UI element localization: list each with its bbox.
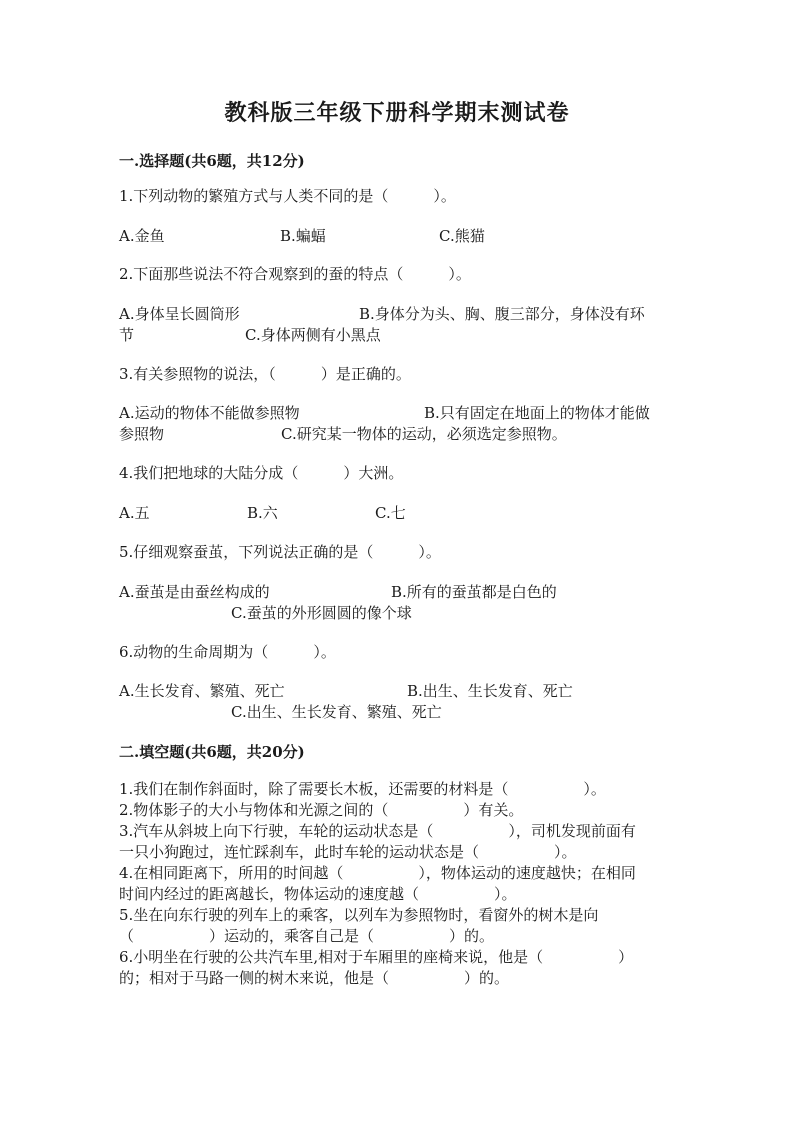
- question-6-option-a: A.生长发育、繁殖、死亡: [119, 682, 285, 700]
- question-3-option-b-wrap: 参照物: [119, 425, 165, 443]
- question-6-option-b: B.出生、生长发育、死亡: [407, 682, 573, 700]
- question-5-option-c: C.蚕茧的外形圆圆的像个球: [231, 604, 412, 622]
- question-5-option-a: A.蚕茧是由蚕丝构成的: [119, 583, 270, 601]
- question-1-stem: 1.下列动物的繁殖方式与人类不同的是（ ）。: [119, 187, 456, 205]
- page-title: 教科版三年级下册科学期末测试卷: [224, 100, 570, 126]
- question-4-option-c: C.七: [375, 504, 406, 522]
- question-5-stem: 5.仔细观察蚕茧，下列说法正确的是（ ）。: [119, 543, 441, 561]
- fill-line: 的；相对于马路一侧的树木来说，他是（ ）的。: [119, 969, 510, 987]
- fill-line: 1.我们在制作斜面时，除了需要长木板，还需要的材料是（ ）。: [119, 780, 606, 798]
- question-6-stem: 6.动物的生命周期为（ ）。: [119, 643, 336, 661]
- question-5-option-b: B.所有的蚕茧都是白色的: [391, 583, 557, 601]
- question-2-option-b-wrap: 节: [119, 326, 135, 344]
- question-6-option-c: C.出生、生长发育、繁殖、死亡: [231, 703, 442, 721]
- question-1-option-c: C.熊猫: [439, 227, 485, 245]
- fill-line: 一只小狗跑过，连忙踩刹车，此时车轮的运动状态是（ ）。: [119, 843, 577, 861]
- section-heading-choice: 一.选择题(共6题，共12分): [119, 152, 305, 170]
- fill-line: 5.坐在向东行驶的列车上的乘客，以列车为参照物时，看窗外的树木是向: [119, 906, 599, 924]
- question-2-stem: 2.下面那些说法不符合观察到的蚕的特点（ ）。: [119, 265, 471, 283]
- fill-line: 时间内经过的距离越长，物体运动的速度越（ ）。: [119, 885, 517, 903]
- question-3-option-b: B.只有固定在地面上的物体才能做: [424, 404, 650, 422]
- question-3-option-c: C.研究某一物体的运动，必须选定参照物。: [281, 425, 567, 443]
- question-1-option-a: A.金鱼: [119, 227, 165, 245]
- question-1-option-b: B.蝙蝠: [280, 227, 326, 245]
- fill-line: 2.物体影子的大小与物体和光源之间的（ ）有关。: [119, 801, 524, 819]
- question-3-option-a: A.运动的物体不能做参照物: [119, 404, 300, 422]
- question-2-option-c: C.身体两侧有小黑点: [245, 326, 381, 344]
- question-4-option-b: B.六: [247, 504, 278, 522]
- fill-line: （ ）运动的，乘客自己是（ ）的。: [119, 927, 495, 945]
- question-4-option-a: A.五: [119, 504, 150, 522]
- section-heading-fill: 二.填空题(共6题，共20分): [119, 743, 305, 761]
- fill-line: 4.在相同距离下，所用的时间越（ ），物体运动的速度越快；在相同: [119, 864, 636, 882]
- fill-line: 3.汽车从斜坡上向下行驶，车轮的运动状态是（ ），司机发现前面有: [119, 822, 636, 840]
- fill-line: 6.小明坐在行驶的公共汽车里,相对于车厢里的座椅来说，他是（ ）: [119, 948, 634, 966]
- question-2-option-a: A.身体呈长圆筒形: [119, 305, 240, 323]
- question-3-stem: 3.有关参照物的说法，（ ）是正确的。: [119, 365, 411, 383]
- question-2-option-b: B.身体分为头、胸、腹三部分，身体没有环: [359, 305, 645, 323]
- question-4-stem: 4.我们把地球的大陆分成（ ）大洲。: [119, 464, 404, 482]
